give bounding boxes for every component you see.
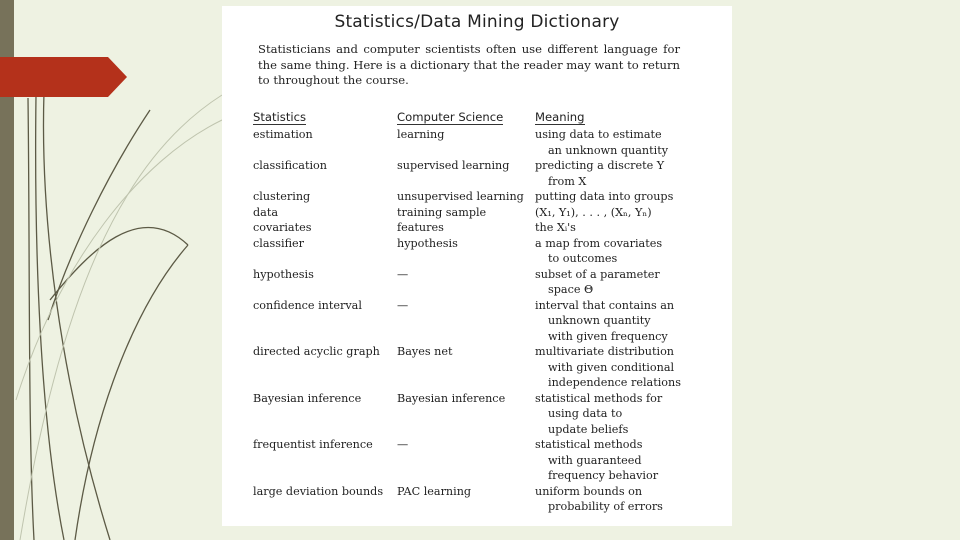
meaning-text [535,158,664,189]
meaning-line: with given conditional [548,360,675,374]
meaning-line: space Θ [548,283,594,296]
meaning-line: using data to [548,407,623,420]
computer-science-term: Bayesian inference [397,391,506,405]
computer-science-term: — [397,438,409,451]
computer-science-term: training sample [397,205,487,219]
statistics-term: frequentist inference [253,438,373,451]
statistics-term: classification [253,159,327,172]
meaning-text [535,267,660,298]
computer-science-term: PAC learning [397,484,472,498]
statistics-term: classifier [253,236,305,250]
meaning-line: putting data into groups [535,190,674,203]
statistics-term: directed acyclic graph [253,345,380,358]
statistics-term: data [253,205,278,219]
meaning-line: unknown quantity [548,314,651,327]
meaning-line: a map from covariates [535,236,663,250]
meaning-line: uniform bounds on [535,484,643,498]
computer-science-term: — [397,298,409,312]
meaning-line: the Xᵢ's [535,221,576,234]
meaning-line: probability of errors [548,500,663,513]
meaning-line: (X₁, Y₁), . . . , (Xₙ, Yₙ) [535,205,652,219]
computer-science-term: hypothesis [397,236,458,250]
meaning-text [535,220,576,236]
computer-science-term: features [397,221,444,234]
meaning-text [535,236,662,267]
meaning-line: an unknown quantity [548,143,669,157]
arrow-decoration [0,57,127,97]
meaning-text [535,437,658,484]
statistics-term: estimation [253,128,313,141]
meaning-line: frequency behavior [548,469,659,482]
computer-science-term: — [397,267,409,281]
statistics-term: large deviation bounds [253,484,384,498]
computer-science-term: supervised learning [397,159,510,172]
meaning-text [535,344,681,391]
meaning-text [535,205,652,221]
statistics-term: confidence interval [253,298,362,312]
statistics-term: hypothesis [253,267,314,281]
statistics-term: clustering [253,190,311,203]
meaning-text [535,127,668,158]
meaning-line: statistical methods for [535,391,663,405]
meaning-line: predicting a discrete Y [535,159,665,172]
meaning-text [535,189,673,205]
meaning-line: interval that contains an [535,298,675,312]
meaning-text [535,391,662,438]
meaning-line: subset of a parameter [535,267,660,281]
meaning-text [535,484,663,515]
meaning-line: statistical methods [535,438,643,451]
computer-science-term: learning [397,128,445,141]
document-page [222,6,732,526]
meaning-line: from X [548,174,587,188]
statistics-term: Bayesian inference [253,391,362,405]
computer-science-term: unsupervised learning [397,190,524,203]
column-header-meaning: Meaning [535,110,585,124]
meaning-line: update beliefs [548,422,629,436]
meaning-line: independence relations [548,376,681,389]
meaning-line: to outcomes [548,252,618,265]
column-header-computer-science: Computer Science [397,110,504,124]
meaning-text [535,298,674,345]
meaning-line: using data to estimate [535,128,662,141]
intro-paragraph: Statisticians and computer scientists often use different language for the same thing. Here is a dictionary that the reader may want to return to throughout the course. [258,42,680,87]
meaning-line: with given frequency [548,329,668,343]
page-title: Statistics/Data Mining Dictionary [334,12,620,32]
meaning-line: with guaranteed [548,453,642,467]
computer-science-term: Bayes net [397,345,453,358]
column-header-statistics: Statistics [253,110,306,124]
meaning-line: multivariate distribution [535,345,675,358]
statistics-term: covariates [253,221,312,234]
